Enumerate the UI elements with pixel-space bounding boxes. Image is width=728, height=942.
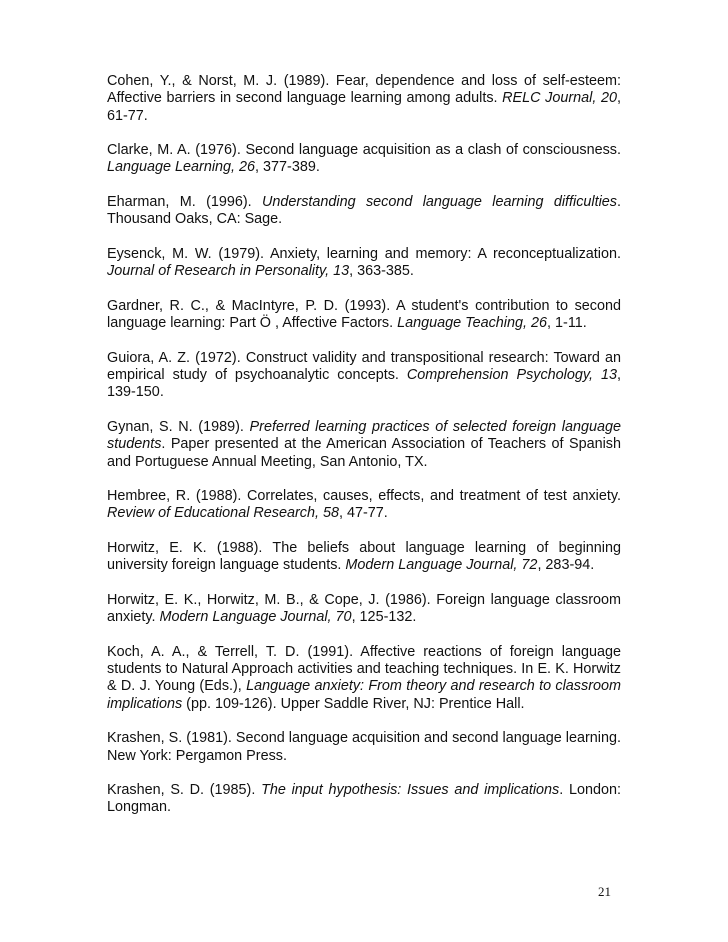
reference-entry <box>107 730 621 765</box>
reference-entry <box>107 350 621 402</box>
reference-text: . London: Longman. <box>107 782 621 816</box>
reference-text: Clarke, M. A. (1976). Second language acquisition as a clash of consciousness. <box>107 142 621 159</box>
reference-text: Krashen, S. (1981). Second language acquisition and second language learning. New York: Pergamon Press. <box>107 730 621 764</box>
reference-text: , 125-132. <box>351 609 417 626</box>
reference-entry <box>107 592 621 627</box>
reference-text: , 139-150. <box>107 367 621 401</box>
reference-entry <box>107 194 621 229</box>
reference-italic-text: Language Teaching, 26 <box>397 315 548 332</box>
reference-text: Guiora, A. Z. (1972). Construct validity and transpositional research: Toward an empirical study of psychoanalytic concepts. <box>107 349 621 384</box>
reference-italic-text: Language Learning, 26 <box>107 159 256 176</box>
reference-italic-text: Modern Language Journal, 70 <box>159 609 352 626</box>
reference-text: Gardner, R. C., & MacIntyre, P. D. (1993). A student's contribution to second language learning: Part Ö , Affective Factors. <box>107 297 621 332</box>
reference-text: Hembree, R. (1988). Correlates, causes, effects, and treatment of test anxiety. <box>107 488 621 505</box>
reference-text: Eysenck, M. W. (1979). Anxiety, learning and memory: A reconceptualization. <box>107 245 621 262</box>
reference-entry <box>107 419 621 471</box>
reference-entry <box>107 540 621 575</box>
reference-text: . Thousand Oaks, CA: Sage. <box>107 194 622 228</box>
reference-italic-text: Language anxiety: From theory and research to classroom implications <box>107 678 621 712</box>
reference-italic-text: Journal of Research in Personality, 13 <box>107 263 350 280</box>
reference-text: , 47-77. <box>338 505 388 522</box>
reference-text: , 61-77. <box>107 90 621 124</box>
reference-text: Koch, A. A., & Terrell, T. D. (1991). Affective reactions of foreign language students to Natural Approach activities and teaching techniques. In E. K. Horwitz & D. J. Young (Eds.), <box>107 643 621 695</box>
reference-entry <box>107 298 621 333</box>
reference-text: , 283-94. <box>537 557 595 574</box>
reference-text: Horwitz, E. K. (1988). The beliefs about language learning of beginning university foreign language students. <box>107 540 621 574</box>
reference-entry <box>107 142 621 177</box>
reference-text: Krashen, S. D. (1985). <box>107 782 262 799</box>
reference-italic-text: Review of Educational Research, 58 <box>107 505 339 522</box>
reference-text: Eharman, M. (1996). <box>107 194 263 211</box>
reference-text: , 1-11. <box>547 315 587 332</box>
reference-entry <box>107 246 621 281</box>
reference-italic-text: Preferred learning practices of selected foreign language students <box>107 418 621 453</box>
reference-text: , 363-385. <box>349 263 414 280</box>
reference-text: Cohen, Y., & Norst, M. J. (1989). Fear, dependence and loss of self-esteem: Affective barriers in second language learning among adults. <box>107 73 621 107</box>
reference-entry <box>107 73 621 125</box>
page-number: 21 <box>598 884 611 899</box>
reference-text: , 377-389. <box>255 159 320 176</box>
reference-text: (pp. 109-126). Upper Saddle River, NJ: Prentice Hall. <box>182 695 525 712</box>
reference-list <box>107 73 621 834</box>
reference-italic-text: Understanding second language learning difficulties <box>262 194 618 211</box>
reference-entry <box>107 488 621 523</box>
reference-italic-text: RELC Journal, 20 <box>502 90 617 107</box>
reference-italic-text: Comprehension Psychology, 13 <box>406 367 617 384</box>
reference-entry <box>107 644 621 713</box>
reference-text: Gynan, S. N. (1989). <box>107 418 250 435</box>
reference-italic-text: The input hypothesis: Issues and implications <box>261 782 560 799</box>
reference-italic-text: Modern Language Journal, 72 <box>345 557 538 574</box>
reference-text: Horwitz, E. K., Horwitz, M. B., & Cope, J. (1986). Foreign language classroom anxiety. <box>107 591 621 626</box>
reference-text: . Paper presented at the American Association of Teachers of Spanish and Portuguese Annual Meeting, San Antonio, TX. <box>107 436 621 470</box>
reference-entry <box>107 782 621 817</box>
